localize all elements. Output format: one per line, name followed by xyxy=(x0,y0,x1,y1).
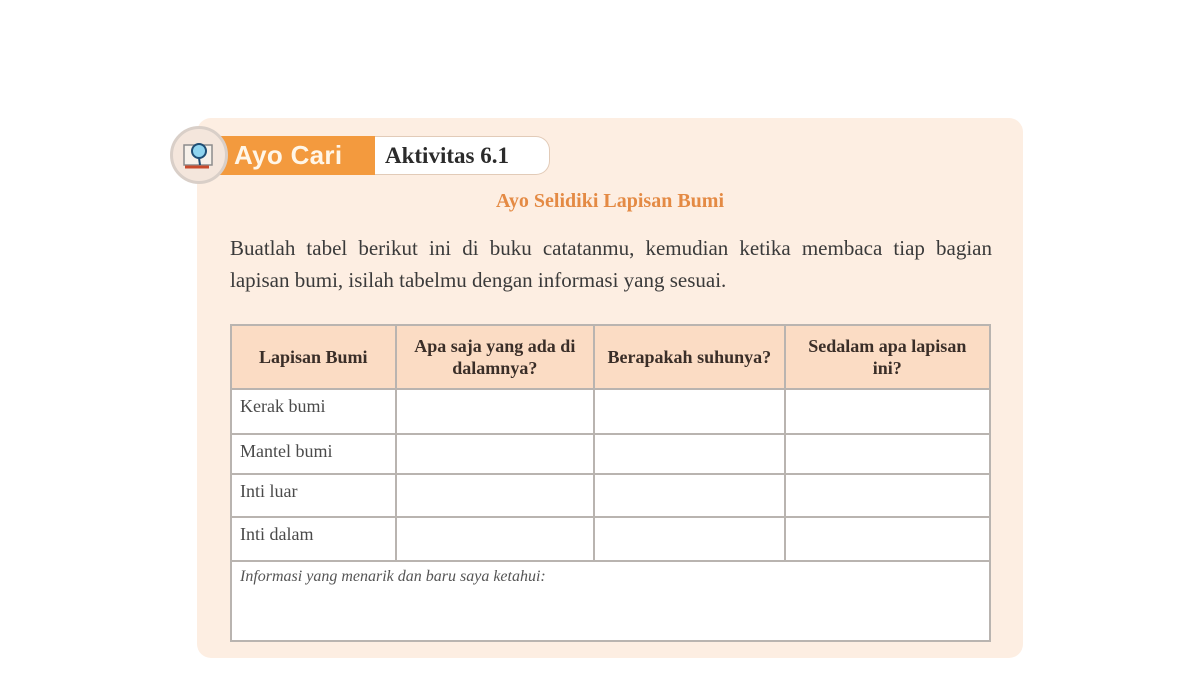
table-row xyxy=(231,517,990,561)
note-label: Informasi yang menarik dan baru saya ketahui: xyxy=(231,561,990,641)
table-cell xyxy=(594,434,785,474)
table-cell xyxy=(785,474,990,517)
column-header: Sedalam apa lapisan ini? xyxy=(785,325,990,389)
column-header: Lapisan Bumi xyxy=(231,325,396,389)
table-row xyxy=(231,389,990,434)
activity-badge xyxy=(375,136,550,175)
table-cell xyxy=(396,389,595,434)
table-cell xyxy=(785,389,990,434)
table-cell xyxy=(396,517,595,561)
table-cell xyxy=(785,517,990,561)
table-cell xyxy=(396,474,595,517)
table-cell xyxy=(594,517,785,561)
activity-number: Aktivitas 6.1 xyxy=(385,142,509,168)
ayo-cari-badge xyxy=(218,136,378,175)
table-cell xyxy=(396,434,595,474)
table-row xyxy=(231,434,990,474)
table-cell xyxy=(785,434,990,474)
table-cell xyxy=(594,389,785,434)
earth-layers-table xyxy=(230,324,991,642)
layer-name: Inti luar xyxy=(231,474,396,517)
column-header: Apa saja yang ada di dalamnya? xyxy=(396,325,595,389)
note-row xyxy=(231,561,990,641)
magnifier-book-icon xyxy=(170,126,228,184)
layer-name: Mantel bumi xyxy=(231,434,396,474)
layer-name: Inti dalam xyxy=(231,517,396,561)
table-cell xyxy=(594,474,785,517)
instruction-text: Buatlah tabel berikut ini di buku catatanmu, kemudian ketika membaca tiap bagian lapisan bumi, isilah tabelmu dengan informasi yang sesuai. xyxy=(230,236,992,292)
table-row xyxy=(231,474,990,517)
table-header-row xyxy=(231,325,990,389)
badge-label: Ayo Cari xyxy=(234,140,343,170)
layer-name: Kerak bumi xyxy=(231,389,396,434)
activity-title: Ayo Selidiki Lapisan Bumi xyxy=(495,190,725,212)
column-header: Berapakah suhunya? xyxy=(594,325,785,389)
